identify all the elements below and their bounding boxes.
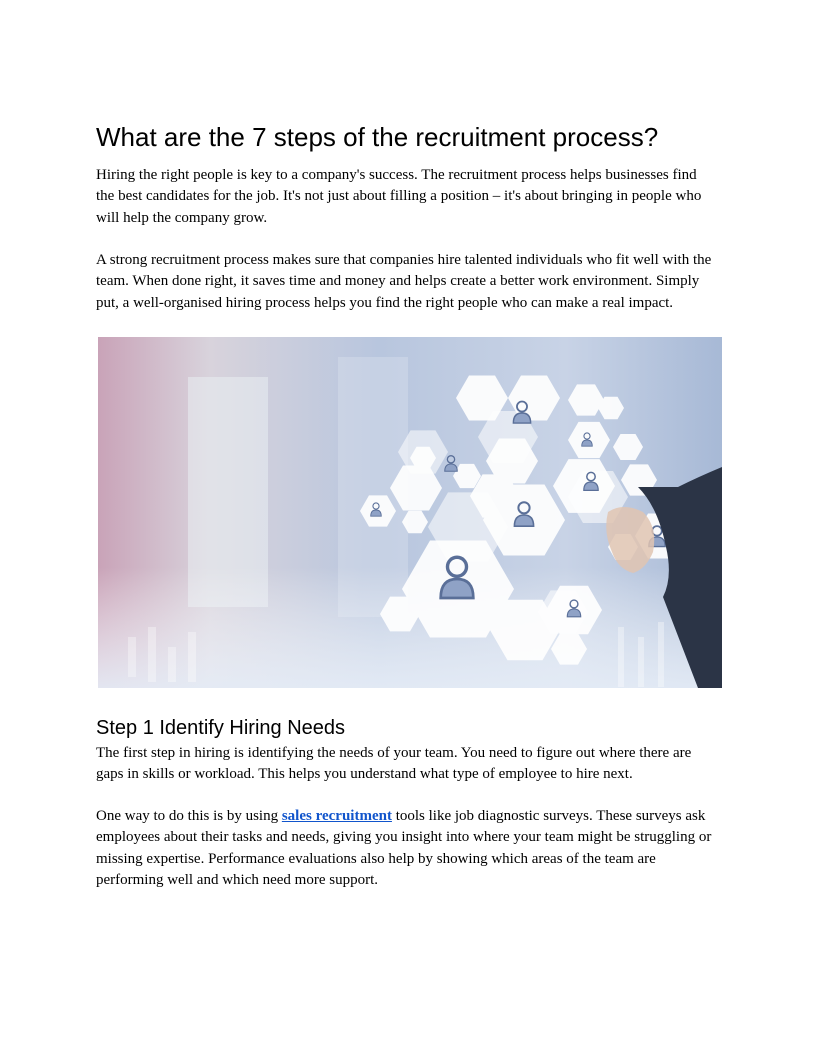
page-title: What are the 7 steps of the recruitment process? bbox=[96, 122, 659, 152]
step-1-heading: Step 1 Identify Hiring Needs bbox=[96, 717, 346, 739]
intro-paragraph-2: A strong recruitment process makes sure that companies hire talented individuals who fit well with the team. When done right, it saves time and money and helps create a better work environment. Simply put, a well-organised hiring process helps you find the right people who can make a real impact. bbox=[96, 252, 712, 311]
hero-image bbox=[98, 337, 722, 688]
step-1-paragraph-2 bbox=[96, 806, 718, 891]
recruitment-network-illustration bbox=[98, 337, 722, 688]
step-1-text-before-link: One way to do this is by using bbox=[96, 808, 282, 824]
step-1-paragraph-1: The first step in hiring is identifying the needs of your team. You need to figure out where there are gaps in skills or workload. This helps you understand what type of employee to hire next. bbox=[96, 745, 692, 783]
intro-paragraph-1: Hiring the right people is key to a company's success. The recruitment process helps businesses find the best candidates for the job. It's not just about filling a position – it's about bringing in people who will help the company grow. bbox=[96, 167, 702, 226]
step-1-text-after-link: tools like job diagnostic surveys. These surveys ask employees about their tasks and needs, giving you insight into where your team might be struggling or missing expertise. Performance evaluations also help by showing which areas of the team are performing well and which need more support. bbox=[96, 808, 712, 888]
sales-recruitment-link[interactable]: sales recruitment bbox=[281, 808, 392, 824]
